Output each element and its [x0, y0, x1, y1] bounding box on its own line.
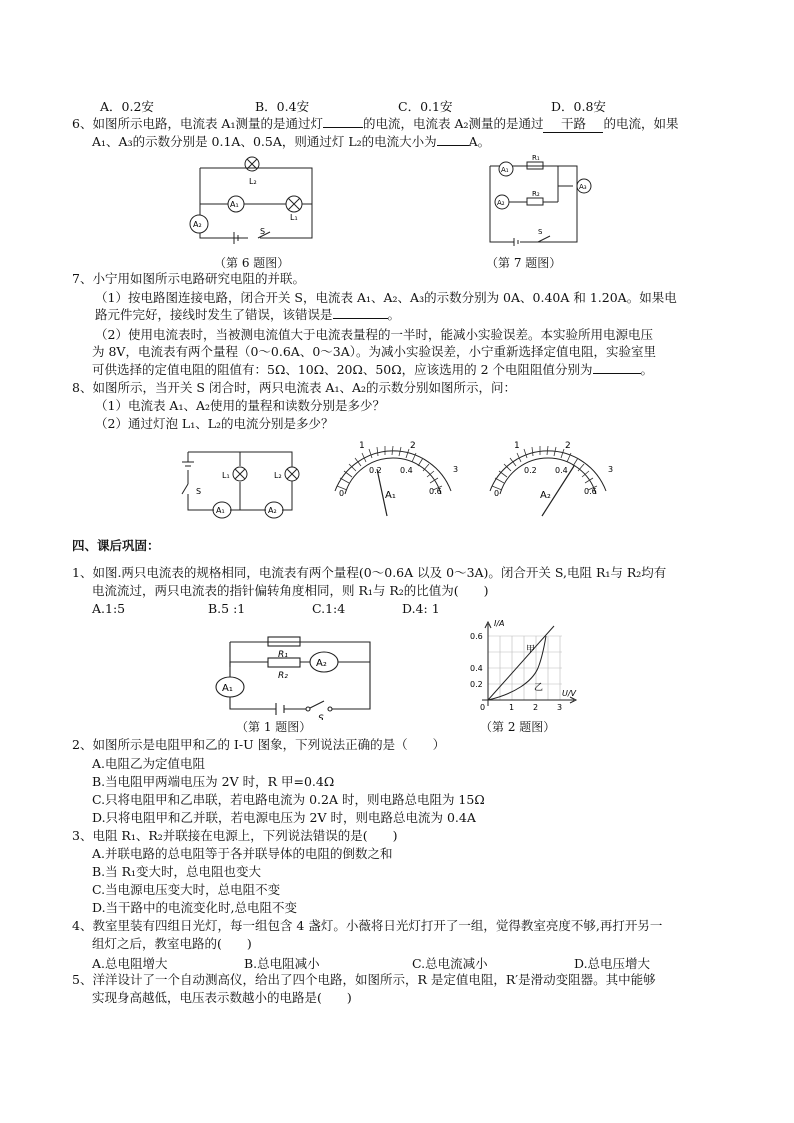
figh1-label-r2: R₂ [278, 671, 288, 681]
graph-ytick-06: 0.6 [470, 632, 483, 641]
meter-a1-bottom-02: 0.2 [369, 466, 382, 475]
h2-option-d: D.只将电阻甲和乙并联，若电源电压为 2V 时，则电路总电流为 0.4A [92, 810, 476, 825]
h4-option-a: A.总电阻增大 [92, 956, 168, 971]
graph-xtick-1: 1 [509, 703, 515, 712]
figh1-label-a2: A₂ [316, 658, 327, 669]
graph-ytick-02: 0.2 [470, 680, 483, 689]
figure-6-circuit [182, 152, 332, 252]
h1-option-d: D.4: 1 [402, 601, 440, 616]
graph-label-jia: 甲 [526, 645, 536, 655]
figure-h2-iu-graph [462, 618, 592, 718]
h5-line2: 实现身高越低，电压表示数越小的电路是( ) [92, 990, 352, 1005]
fig8-label-l1: L₁ [222, 471, 230, 480]
ammeter-a1 [315, 436, 465, 522]
h1-option-a: A.1:5 [92, 601, 126, 616]
h1-line1: 1、如图.两只电流表的规格相同，电流表有两个量程(0～0.6A 以及 0～3A)。闭合开关 S,电阻 R₁与 R₂均有 [72, 565, 667, 580]
q8-title: 8、如图所示，当开关 S 闭合时，两只电流表 A₁、A₂的示数分别如图所示，问： [72, 380, 517, 395]
meter-a1-top-2: 2 [410, 441, 416, 451]
figure-7-circuit [480, 152, 610, 247]
figure-h1-circuit [212, 625, 377, 720]
h1-option-c: C.1:4 [312, 601, 346, 616]
fig7-label-a2: A₂ [497, 199, 505, 207]
fig7-label-a3: A₃ [579, 183, 587, 191]
q5-option-a: A．0.2安 [100, 99, 154, 114]
h2-option-c: C.只将电阻甲和乙串联，若电路电流为 0.2A 时，则电路总电阻为 15Ω [92, 792, 485, 807]
caption-h2: （第 2 题图） [480, 720, 556, 734]
figh1-label-s: S [318, 714, 324, 720]
caption-fig7: （第 7 题图） [486, 256, 562, 270]
graph-ylabel: I/A [494, 619, 505, 628]
h2-title: 2、如图所示是电阻甲和乙的 I-U 图象，下列说法正确的是（ ） [72, 737, 446, 752]
meter-a1-end: 3 [453, 465, 459, 474]
q6-line1: 6、如图所示电路，电流表 A₁测量的是通过灯 的电流，电流表 A₂测量的是通过 干路 的电流，如果 [72, 116, 679, 131]
q5-option-d: D．0.8安 [551, 99, 606, 114]
q5-option-b: B．0.4安 [255, 99, 310, 114]
fig8-label-a1: A₁ [216, 506, 225, 515]
h5-line1: 5、洋洋设计了一个自动测高仪，给出了四个电路，如图所示，R 是定值电阻，R′是滑动变阻器。其中能够 [72, 972, 656, 987]
q6-blank3 [437, 145, 469, 146]
fig8-label-a2: A₂ [268, 506, 277, 515]
q6-blank1 [323, 127, 363, 128]
h1-option-b: B.5 :1 [208, 601, 246, 616]
q7-blank2 [593, 373, 641, 374]
h1-line2: 电流流过，两只电流表的指针偏转角度相同，则 R₁与 R₂的比值为( ) [92, 583, 489, 598]
fig7-label-r2: R₂ [532, 190, 540, 198]
q7-blank1 [333, 318, 388, 319]
q7-p1-line2: 路元件完好，接线时发生了错误，该错误是 。 [95, 307, 401, 322]
fig7-label-s: S [538, 228, 543, 236]
q7-p1-line1: （1）按电路图连接电路，闭合开关 S，电流表 A₁、A₂、A₃的示数分别为 0A、0.40A 和 1.20A。如果电 [95, 290, 677, 305]
figh1-label-r1: R₁ [278, 650, 288, 660]
h3-title: 3、电阻 R₁、R₂并联接在电源上，下列说法错误的是( ) [72, 828, 398, 843]
graph-ytick-04: 0.4 [470, 664, 483, 673]
meter-a1-bottom-06: 0.6 [429, 487, 442, 496]
meter-a1-label: A₁ [385, 490, 396, 501]
caption-fig6: （第 6 题图） [214, 256, 290, 270]
h2-option-a: A.电阻乙为定值电阻 [92, 756, 206, 771]
caption-h1: （第 1 题图） [236, 720, 312, 734]
meter-a2-ticks [492, 446, 597, 490]
meter-a2-bottom-0: 0 [494, 489, 500, 498]
q8-part1: （1）电流表 A₁、A₂使用的量程和读数分别是多少？ [95, 398, 386, 413]
meter-a2-top-2: 2 [565, 441, 571, 451]
graph-line-jia [488, 626, 554, 700]
meter-a2-bottom-02: 0.2 [524, 466, 537, 475]
h3-option-c: C.当电源电压变大时，总电阻不变 [92, 882, 281, 897]
q5-option-c: C．0.1安 [398, 99, 453, 114]
fig7-label-a1: A₁ [501, 166, 509, 174]
h4-option-b: B.总电阻减小 [244, 956, 320, 971]
h3-option-b: B.当 R₁变大时，总电阻也变大 [92, 864, 262, 879]
h4-option-c: C.总电流减小 [412, 956, 488, 971]
q7-title: 7、小宁用如图所示电路研究电阻的并联。 [72, 271, 305, 286]
h3-option-a: A.并联电路的总电阻等于各并联导体的电阻的倒数之和 [92, 846, 393, 861]
fig6-label-l2: L₂ [249, 177, 257, 186]
graph-label-yi: 乙 [534, 683, 544, 693]
fig7-label-r1: R₁ [532, 154, 540, 162]
h4-line1: 4、教室里装有四组日光灯，每一组包含 4 盏灯。小薇将日光灯打开了一组，觉得教室亮度不够,再打开另一 [72, 918, 663, 933]
figh1-label-a1: A₁ [222, 683, 233, 694]
h3-option-d: D.当干路中的电流变化时,总电阻不变 [92, 900, 298, 915]
meter-a1-bottom-04: 0.4 [400, 466, 413, 475]
fig8-label-s: S [196, 487, 202, 496]
meter-a2-bottom-04: 0.4 [555, 466, 568, 475]
h4-option-d: D.总电压增大 [574, 956, 651, 971]
q8-part2: （2）通过灯泡 L₁、L₂的电流分别是多少？ [95, 416, 334, 431]
fig6-label-a1: A₁ [230, 200, 239, 209]
q7-p2-line3: 可供选择的定值电阻的阻值有：5Ω、10Ω、20Ω、50Ω，应该选用的 2 个电阻阻值分别为 。 [92, 362, 654, 377]
graph-ytick-0: 0 [480, 703, 486, 712]
h2-option-b: B.当电阻甲两端电压为 2V 时，R 甲=0.4Ω [92, 774, 335, 789]
fig6-label-l1: L₁ [290, 213, 298, 222]
fig6-label-a2: A₂ [193, 220, 202, 229]
figure-8-circuit [178, 444, 306, 524]
graph-xtick-3: 3 [557, 703, 563, 712]
meter-a2-bottom-06: 0.6 [584, 487, 597, 496]
q7-p2-line1: （2）使用电流表时，当被测电流值大于电流表量程的一半时，能减小实验误差。本实验所用电源电压 [95, 327, 653, 342]
meter-a1-ticks [337, 446, 442, 490]
q7-p2-line2: 为 8V，电流表有两个量程（0～0.6A、0～3A）。为减小实验误差，小宁重新选择定值电阻，实验室里 [92, 344, 656, 359]
q6-line2: A₁、A₃的示数分别是 0.1A、0.5A，则通过灯 L₂的电流大小为 A。 [92, 134, 491, 149]
fig6-label-s: S [260, 227, 266, 236]
h4-line2: 组灯之后，教室电路的( ) [92, 936, 252, 951]
meter-a2-top-1: 1 [514, 441, 520, 451]
ammeter-a2 [470, 436, 620, 522]
q6-blank2: 干路 [543, 116, 603, 133]
graph-xlabel: U/V [562, 689, 577, 698]
meter-a2-label: A₂ [540, 490, 551, 501]
meter-a1-bottom-0: 0 [339, 489, 345, 498]
meter-a1-top-1: 1 [359, 441, 365, 451]
graph-xtick-2: 2 [533, 703, 539, 712]
section-4-heading: 四、课后巩固： [72, 538, 160, 553]
fig8-label-l2: L₂ [274, 471, 282, 480]
meter-a2-end: 3 [608, 465, 614, 474]
